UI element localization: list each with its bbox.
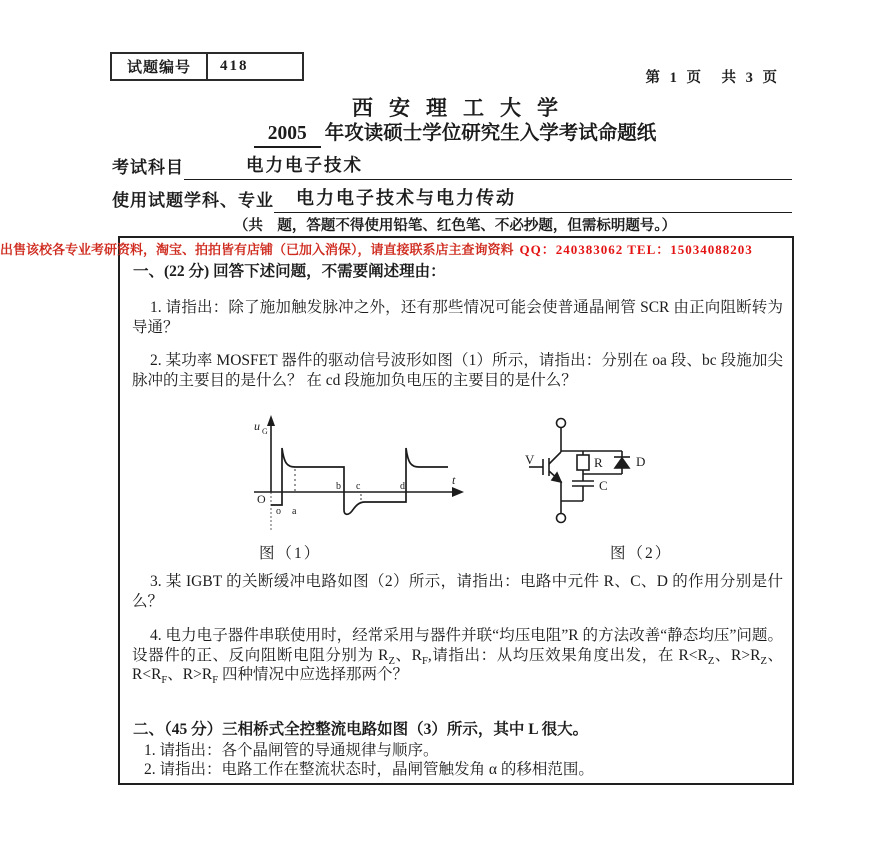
fig2-bottom-terminal	[557, 514, 566, 523]
figure1-caption: 图（1）	[259, 545, 322, 562]
watermark-contact: QQ：240383062 TEL：15034088203	[519, 242, 753, 257]
subject-value: 电力电子技术	[246, 155, 363, 175]
figure2-snubber-circuit	[495, 404, 795, 544]
fig1-point-b: b	[336, 481, 341, 492]
fig2-resistor-label: R	[594, 455, 603, 470]
exam-subtitle-text: 年攻读硕士学位研究生入学考试命题纸	[324, 123, 657, 144]
subject-row	[112, 152, 792, 180]
fig1-origin-label: O	[257, 492, 266, 506]
watermark-line	[0, 239, 870, 258]
fig1-xaxis-arrow-icon	[452, 487, 464, 497]
question1-header: 一、(22 分) 回答下述问题，不需要阐述理由：	[133, 263, 446, 280]
figure2-caption: 图（2）	[610, 545, 673, 562]
major-value: 电力电子技术与电力传动	[296, 188, 516, 208]
fig1-point-d: d	[400, 481, 405, 492]
fig2-resistor-box	[577, 455, 589, 470]
fig2-capacitor-label: C	[599, 478, 608, 493]
fig1-yaxis-arrow-icon	[267, 415, 275, 426]
major-underline	[274, 184, 792, 213]
question2-item2: 2. 请指出：电路工作在整流状态时，晶闸管触发角 α 的移相范围。	[144, 761, 594, 778]
fig1-point-c: c	[356, 481, 361, 492]
watermark-text: 出售该校各专业考研资料，淘宝、拍拍皆有店铺（已加入消保），请直接联系店主查询资料	[0, 242, 514, 257]
exam-year: 2005	[254, 123, 321, 148]
fig1-ylabel: u	[254, 419, 260, 433]
exam-number-label: 试题编号	[112, 54, 208, 79]
question2-header: 二、（45 分）三相桥式全控整流电路如图（3）所示，其中 L 很大。	[133, 721, 589, 738]
fig1-xlabel: t	[452, 473, 456, 487]
fig2-top-terminal	[557, 419, 566, 428]
question1-item2: 2. 某功率 MOSFET 器件的驱动信号波形如图（1）所示，请指出：分别在 oa 段、bc 段施加尖脉冲的主要目的是什么？ 在 cd 段施加负电压的主要目的是什么？	[132, 352, 783, 389]
fig2-diode-label: D	[636, 454, 646, 469]
question2-item1: 1. 请指出：各个晶闸管的导通规律与顺序。	[144, 742, 439, 759]
fig1-point-o: o	[276, 506, 281, 517]
university-title: 西安理工大学	[352, 96, 574, 120]
question1-item4: 4. 电力电子器件串联使用时，经常采用与器件并联“均压电阻”R 的方法改善“静态均压”问题。设器件的正、反向阻断电阻分别为 $R_Z$、$R_F$,请指出：从均压效果角度出发，在 $R<R_Z$、$R>R_Z$、$R<R_F$、$R>R_F$ 四种情况中应选择那两个？	[132, 627, 783, 687]
question1-item1: 1. 请指出：除了施加触发脉冲之外，还有那些情况可能会使普通晶闸管 SCR 由正向阻断转为导通？	[132, 299, 783, 336]
subject-underline	[184, 152, 792, 180]
subject-label: 考试科目	[112, 158, 184, 177]
fig1-point-a: a	[292, 506, 297, 517]
exam-number-box	[110, 52, 304, 81]
figure1-waveform	[224, 410, 476, 542]
question-box	[118, 236, 794, 785]
instruction-note: （共 题，答题不得使用铅笔、红色笔、不必抄题，但需标明题号。）	[233, 218, 677, 234]
fig1-ylabel-sub: G	[262, 427, 268, 436]
question1-item3: 3. 某 IGBT 的关断缓冲电路如图（2）所示，请指出：电路中元件 R、C、D 的作用分别是什么？	[132, 573, 783, 610]
page-indicator: 第 1 页 共 3 页	[645, 70, 780, 86]
exam-number-value: 418	[220, 58, 249, 74]
exam-subtitle	[118, 117, 792, 148]
major-label: 使用试题学科、专业	[112, 191, 274, 210]
fig2-transistor-label: V	[525, 452, 535, 467]
major-row	[112, 184, 792, 213]
fig2-diode-icon	[615, 458, 629, 468]
